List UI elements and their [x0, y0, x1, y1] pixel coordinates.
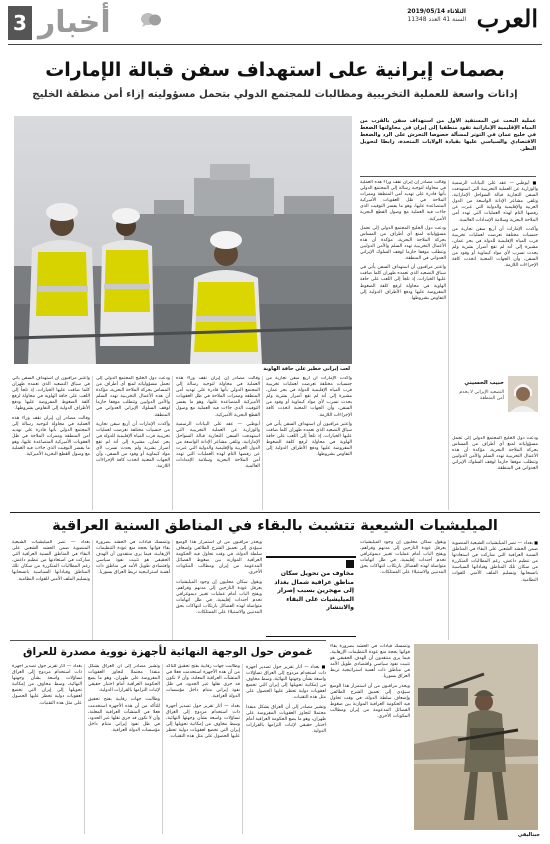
third-column-1 [246, 664, 326, 834]
second-column-3 [330, 644, 410, 834]
third-column-2-text: وطالبت جهات رقابية بفتح تحقيق للتأكد من أن هذه الأجهزة استخدمت فعلا في المنشآت العراقية المعلنة، وأن لا تكون قد جرى نقلها عبر الحدود، في ظل نفوذ إيراني متنام داخل مؤسسات الدولة العراقية. [166, 664, 240, 700]
lead-column-2 [360, 180, 446, 510]
lead-column-1-cont: وأكدت الإمارات أن أربع سفن تجارية من جنسيات مختلفة تعرضت لعمليات تخريبية قرب المياه الإقليمية للدولة في بحر عمان، مشيرة إلى أنه لم تقع أضرار بشرية ولم يحدث تسرب لأي مواد كيماوية أو وقود من السفن، وأن الجهات المعنية اتخذت كافة الإجراءات اللازمة. [452, 226, 538, 269]
col-sep-7 [92, 540, 93, 640]
third-column-1-text: ■ بغداد — أثار تقرير حول تصدير أجهزة ذات استخدام مزدوج إلى العراق تساؤلات واسعة بشأن وجهتها النهائية، وسط مخاوف من إمكانية تحويلها إلى إيران التي تخضع لعقوبات دولية تحظر عليها الحصول على مثل هذه التقنيات. [246, 664, 326, 702]
columnist-box [452, 372, 538, 432]
second-column-3-text: وتتمسك قيادات في الحشد بضرورة بقاء قواتها بحجة منع عودة التنظيمات الإرهابية، فيما يرى منتقدون أن الهدف الحقيقي هو تثبيت نفوذ سياسي واقتصادي طويل الأمد في مناطق ذات أهمية استراتيجية تربط العراق بسوريا. [330, 644, 410, 680]
third-column-3 [88, 664, 160, 834]
page-number-box [8, 6, 32, 40]
third-headline: غموض حول الوجهة النهائية لأجهزة نووية مصدرة للعراق [23, 646, 313, 658]
masthead [0, 0, 550, 52]
lead-headline: بصمات إيرانية على استهداف سفن قبالة الإمارات [45, 59, 505, 81]
third-column-3-cont: وطالبت جهات رقابية بفتح تحقيق للتأكد من أن هذه الأجهزة استخدمت فعلا في المنشآت العراقية المعلنة، وأن لا تكون قد جرى نقلها عبر الحدود، في ظل نفوذ إيراني متنام داخل مؤسسات الدولة العراقية. [88, 697, 160, 733]
pull-quote [266, 556, 356, 637]
lead-column-3-cont: واعتبر مراقبون أن استهداف السفن يأتي في سياق التصعيد الذي تعمده طهران كلما ضاقت عليها الخيارات، إذ تلجأ إلى اللعب على حافة الهاوية في محاولة لرفع كلفة الضغوط المفروضة عليها ودفع الأطراف الدولية إلى التفاوض بشروطها. [266, 421, 352, 458]
lead-column-1-text: ■ أبوظبي — عقد على البيانات الرسمية والوزارية عن العملية التخريبية التي استهدفت السفن التجارية قبالة السواحل الإماراتية، وتلقى مشاعر الإدانة الواسعة من الدول العربية والإقليمية والدولية التي عبرت عن رفضها التام لهذه العمليات التي تهدد أمن الملاحة البحرية وسلامة الإمدادات العالمية. [452, 180, 538, 224]
intro-rule [360, 176, 536, 177]
militia-photo [414, 644, 538, 830]
section-tag [8, 2, 178, 44]
lead-intro: عملية البحث عن المستفيد الأول من استهداف سفن بالقرب من المياه الإقليمية الإماراتية تقود منطقيا إلى إيران في محاولتها الضغط في خليج عمان في التوتر لمسألة خصوصا التحرش على الرد والضغط الاقتصادي والسياسي عليها بقيادة الولايات المتحدة، رابطا لتحويل النظر. [360, 118, 536, 152]
third-column-1-cont: وتشير مصادر إلى أن العراق يشكل منفذا محتملا لتجاوز العقوبات المفروضة على طهران، وهو ما يضع الحكومة العراقية أمام اختبار حقيقي لإثبات التزامها بالقرارات الدولية. [246, 704, 326, 734]
pull-quote-text: مخاوف من تحويل سكان مناطق عراقية شمال بغداد إلى مهجرين بسبب إصرار الميليشيات على البقاء والانتشار [274, 570, 354, 612]
second-column-3-cont: ويحذر مراقبون من أن استمرار هذا الوضع سيؤدي إلى تعميق الشرخ الطائفي وإضعاف سلطة الدولة، في وقت تحاول فيه الحكومة العراقية الموازنة بين ضغوط الفصائل المدعومة من إيران ومطالب المكونات الأخرى. [330, 683, 410, 720]
third-column-4-text: بغداد — أثار تقرير حول تصدير أجهزة ذات استخدام مزدوج إلى العراق تساؤلات واسعة بشأن وجهتها النهائية، وسط مخاوف من إمكانية تحويلها إلى إيران التي تخضع لعقوبات دولية تحظر عليها الحصول على مثل هذه التقنيات. [12, 664, 82, 706]
lead-subheadline: إدانات واسعة للعملية التخريبية ومطالبات للمجتمع الدولي بتحمل مسؤوليته إزاء أمن منطقة الخليج [32, 89, 518, 100]
section-title: أخبار [38, 5, 111, 40]
second-column-6-text: بغداد — تصر الميليشيات الشيعية المنضوية ضمن الحشد الشعبي على البقاء في المناطق السنية العراقية التي شاركت في استعادتها من تنظيم داعش، رغم المطالبات المتكررة من سكان تلك المناطق وقياداتها السياسية بانسحابها وتسليم الملف الأمني للقوات النظامية. [12, 540, 90, 582]
lead-column-5-cont: وأكدت الإمارات أن أربع سفن تجارية من جنسيات مختلفة تعرضت لعمليات تخريبية قرب المياه الإقليمية للدولة في بحر عمان، مشيرة إلى أنه لم تقع أضرار بشرية ولم يحدث تسرب لأي مواد كيماوية أو وقود من السفن، وأن الجهات المعنية اتخذت كافة الإجراءات اللازمة. [96, 421, 170, 470]
date-block [376, 8, 466, 24]
lead-column-5 [96, 376, 170, 510]
lead-column-6 [12, 376, 90, 510]
lead-column-2-cont: ودعت دول الخليج المجتمع الدولي إلى تحمل مسؤولياته لمنع أي أطراف من المساس بحركة الملاحة البحرية، مؤكدة أن هذه الأعمال التخريبية تهدد السلم والأمن الدوليين وتتطلب موقفا حازما لوقف السلوك الإيراني العدواني في المنطقة. [360, 225, 446, 262]
second-column-1-text: ■ بغداد — تصر الميليشيات الشيعية المنضوية ضمن الحشد الشعبي على البقاء في المناطق السنية العراقية التي شاركت في استعادتها من تنظيم داعش، رغم المطالبات المتكررة من سكان تلك المناطق وقياداتها السياسية بانسحابها وتسليم الملف الأمني للقوات النظامية. [452, 540, 538, 584]
third-column-2 [166, 664, 240, 834]
lead-photo [14, 116, 352, 364]
third-story-divider [10, 640, 326, 641]
col-sep-9 [162, 664, 163, 834]
lead-column-3-text: وأكدت الإمارات أن أربع سفن تجارية من جنسيات مختلفة تعرضت لعمليات تخريبية قرب المياه الإقليمية للدولة في بحر عمان، مشيرة إلى أنه لم تقع أضرار بشرية ولم يحدث تسرب لأي مواد كيماوية أو وقود من السفن، وأن الجهات المعنية اتخذت كافة الإجراءات اللازمة. [266, 376, 352, 418]
lead-column-5-text: ودعت دول الخليج المجتمع الدولي إلى تحمل مسؤولياته لمنع أي أطراف من المساس بحركة الملاحة البحرية، مؤكدة أن هذه الأعمال التخريبية تهدد السلم والأمن الدوليين وتتطلب موقفا حازما لوقف السلوك الإيراني العدواني في المنطقة. [96, 376, 170, 418]
pull-quote-mark [346, 560, 354, 568]
col-sep-5 [448, 540, 449, 640]
columnist-note: التصعيد الإيراني لا يخدم أمن المنطقة [459, 390, 504, 401]
lead-column-4 [176, 376, 260, 510]
col-sep-8 [242, 664, 243, 834]
issue-number: السنة 41 العدد 11348 [407, 16, 466, 23]
second-column-6 [12, 540, 90, 640]
issue-date: الثلاثاء 2019/05/14 [407, 8, 466, 15]
second-headline: الميليشيات الشيعية تتشبث بالبقاء في المناطق السنية العراقية [52, 518, 498, 534]
lead-column-1-lower-text: ودعت دول الخليج المجتمع الدولي إلى تحمل مسؤولياته لمنع أي أطراف من المساس بحركة الملاحة البحرية، مؤكدة أن هذه الأعمال التخريبية تهدد السلم والأمن الدوليين وتتطلب موقفا حازما لوقف السلوك الإيراني العدواني في المنطقة. [452, 436, 538, 472]
col-sep-1 [448, 180, 449, 510]
logo-text: العرب [476, 4, 538, 33]
second-column-5 [96, 540, 170, 640]
lead-column-2-cont2: واعتبر مراقبون أن استهداف السفن يأتي في سياق التصعيد الذي تعمده طهران كلما ضاقت عليها الخيارات، إذ تلجأ إلى اللعب على حافة الهاوية في محاولة لرفع كلفة الضغوط المفروضة عليها ودفع الأطراف الدولية إلى التفاوض بشروطها. [360, 265, 446, 301]
newspaper-logo [478, 4, 538, 34]
third-column-3-text: وتشير مصادر إلى أن العراق يشكل منفذا محتملا لتجاوز العقوبات المفروضة على طهران، وهو ما يضع الحكومة العراقية أمام اختبار حقيقي لإثبات التزامها بالقرارات الدولية. [88, 664, 160, 694]
lead-column-1 [452, 180, 538, 370]
lead-column-6-cont: وقالت مصادر إن إيران تقف وراء هذه العملية في محاولة لتوجيه رسالة إلى المجتمع الدولي بأنها قادرة على تهديد أمن المنطقة وممرات الملاحة في ظل العقوبات الأميركية المتصاعدة عليها، وهو ما يفسر التوقيت الذي جاءت فيه العملية مع وصول القطع البحرية الأميركية. [12, 415, 90, 458]
col-sep-4 [92, 376, 93, 510]
footer-jump: جيتاليقي [517, 832, 540, 838]
second-column-5-text: وتتمسك قيادات في الحشد بضرورة بقاء قواتها بحجة منع عودة التنظيمات الإرهابية، فيما يرى منتقدون أن الهدف الحقيقي هو تثبيت نفوذ سياسي واقتصادي طويل الأمد في مناطق ذات أهمية استراتيجية تربط العراق بسوريا. [96, 540, 170, 576]
lead-column-3 [266, 376, 352, 510]
second-column-1 [452, 540, 538, 640]
lead-column-1-lower [452, 436, 538, 510]
lead-column-6-text: واعتبر مراقبون أن استهداف السفن يأتي في سياق التصعيد الذي تعمده طهران كلما ضاقت عليها الخيارات، إذ تلجأ إلى اللعب على حافة الهاوية في محاولة لرفع كلفة الضغوط المفروضة عليها ودفع الأطراف الدولية إلى التفاوض بشروطها. [12, 376, 90, 412]
third-column-2-cont: بغداد — أثار تقرير حول تصدير أجهزة ذات استخدام مزدوج إلى العراق تساؤلات واسعة بشأن وجهتها النهائية، وسط مخاوف من إمكانية تحويلها إلى إيران التي تخضع لعقوبات دولية تحظر عليها الحصول على مثل هذه التقنيات. [166, 703, 240, 740]
col-sep-10 [84, 664, 85, 834]
second-column-2-text: ويقول سكان محليون إن وجود الميليشيات يعرقل عودة النازحين إلى مدنهم وقراهم، ويفتح الباب أمام عمليات تغيير ديموغرافي تخدم أجندات إقليمية، في ظل اتهامات متواصلة لهذه الفصائل بارتكاب انتهاكات بحق المدنيين والاستيلاء على الممتلكات. [360, 540, 446, 576]
comment-bubble-icon [140, 12, 162, 28]
lead-photo-caption: لعب إيراني خطير على حافة الهاوية [263, 366, 350, 372]
second-column-4 [176, 540, 262, 640]
col-sep-2 [262, 376, 263, 510]
second-column-4-text: ويحذر مراقبون من أن استمرار هذا الوضع سيؤدي إلى تعميق الشرخ الطائفي وإضعاف سلطة الدولة، في وقت تحاول فيه الحكومة العراقية الموازنة بين ضغوط الفصائل المدعومة من إيران ومطالب المكونات الأخرى. [176, 540, 262, 576]
col-sep-6 [172, 540, 173, 640]
masthead-rule [8, 44, 542, 45]
story-divider [10, 512, 540, 513]
col-sep-3 [172, 376, 173, 510]
columnist-name: حبيب الحسيني [464, 380, 504, 386]
second-column-2 [360, 540, 446, 640]
second-column-4-cont: ويقول سكان محليون إن وجود الميليشيات يعرقل عودة النازحين إلى مدنهم وقراهم، ويفتح الباب أمام عمليات تغيير ديموغرافي تخدم أجندات إقليمية، في ظل اتهامات متواصلة لهذه الفصائل بارتكاب انتهاكات بحق المدنيين والاستيلاء على الممتلكات. [176, 579, 262, 616]
lead-column-2-text: وقالت مصادر إن إيران تقف وراء هذه العملية في محاولة لتوجيه رسالة إلى المجتمع الدولي بأنها قادرة على تهديد أمن المنطقة وممرات الملاحة في ظل العقوبات الأميركية المتصاعدة عليها، وهو ما يفسر التوقيت الذي جاءت فيه العملية مع وصول القطع البحرية الأميركية. [360, 180, 446, 222]
page-number: 3 [13, 11, 27, 35]
lead-column-4-cont: أبوظبي — عقد على البيانات الرسمية والوزارية عن العملية التخريبية التي استهدفت السفن التجارية قبالة السواحل الإماراتية، وتلقى مشاعر الإدانة الواسعة من الدول العربية والإقليمية والدولية التي عبرت عن رفضها التام لهذه العمليات التي تهدد أمن الملاحة البحرية وسلامة الإمدادات العالمية. [176, 421, 260, 470]
third-column-4 [12, 664, 82, 834]
columnist-avatar [508, 376, 538, 412]
lead-column-4-text: وقالت مصادر إن إيران تقف وراء هذه العملية في محاولة لتوجيه رسالة إلى المجتمع الدولي بأنها قادرة على تهديد أمن المنطقة وممرات الملاحة في ظل العقوبات الأميركية المتصاعدة عليها، وهو ما يفسر التوقيت الذي جاءت فيه العملية مع وصول القطع البحرية الأميركية. [176, 376, 260, 418]
